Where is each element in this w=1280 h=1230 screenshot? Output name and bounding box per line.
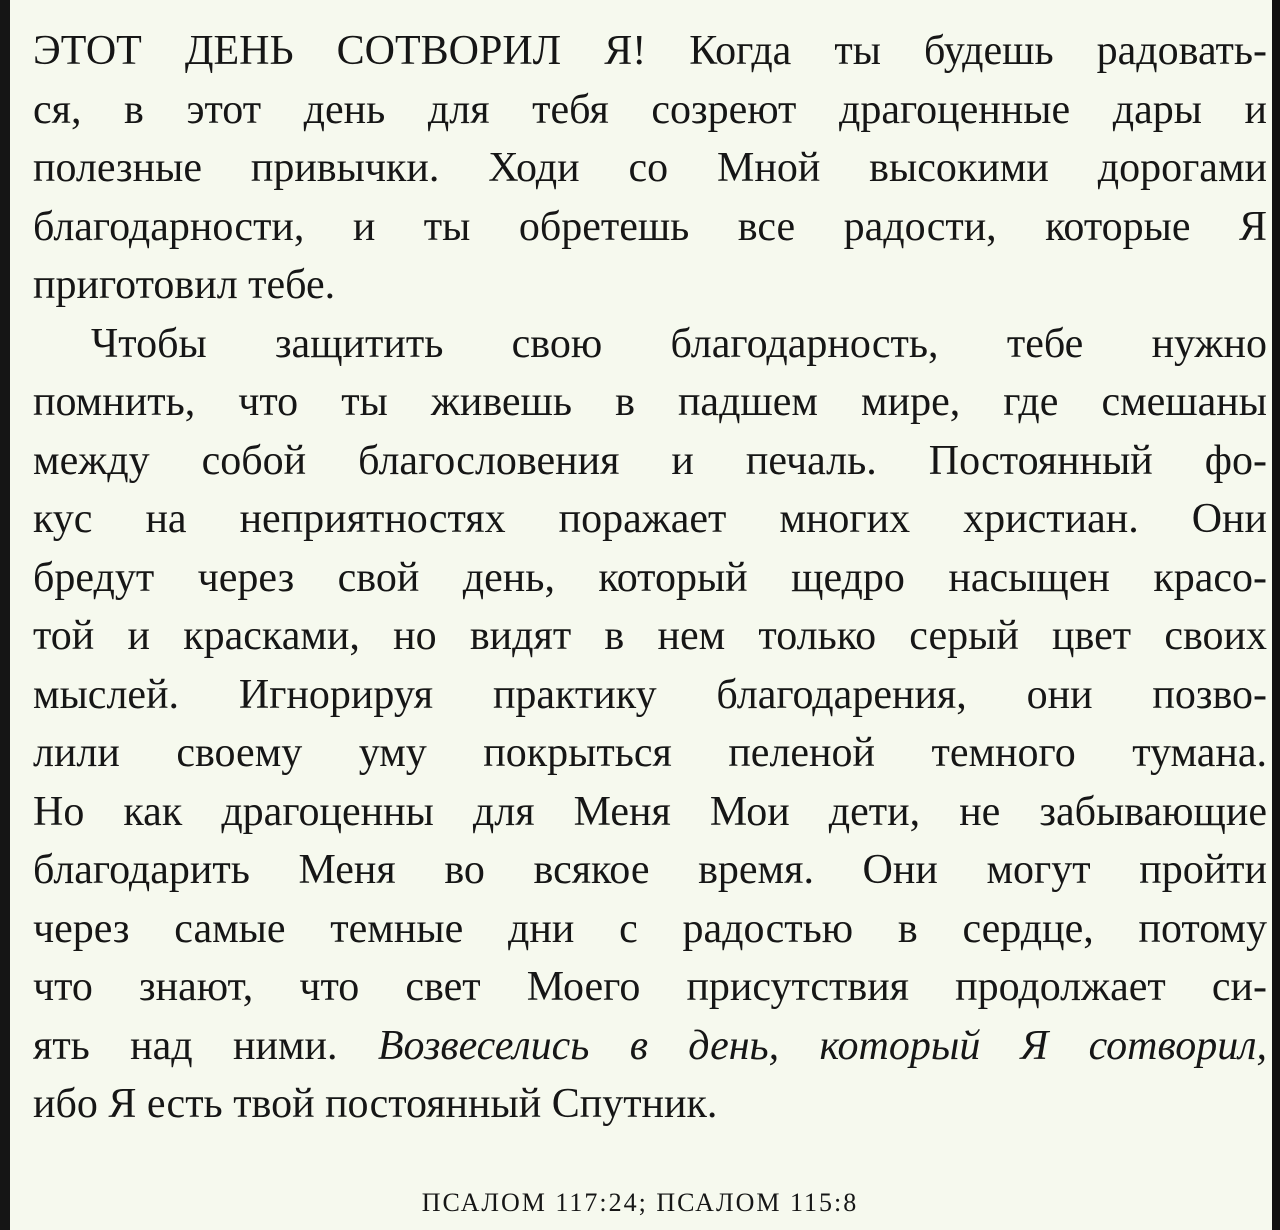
text-line: полезные привычки. Ходи со Мной высокими дорогами — [33, 145, 1267, 191]
text-line — [33, 1017, 1267, 1076]
text-line: приготовил тебе. — [33, 262, 336, 308]
left-page-edge — [0, 0, 10, 1230]
right-page-edge — [1272, 0, 1280, 1230]
text-line: ЭТОТ ДЕНЬ СОТВОРИЛ Я! Когда ты будешь радовать- — [33, 28, 1267, 74]
text-line: ся, в этот день для тебя созреют драгоценные дары и — [33, 86, 1267, 133]
text-line: благодарности, и ты обретешь все радости, которые Я — [33, 203, 1267, 250]
text-line: Чтобы защитить свою благодарность, тебе нужно — [91, 320, 1267, 367]
text-line: бредут через свой день, который щедро насыщен красо- — [33, 554, 1267, 601]
text-line: что знают, что свет Моего присутствия продолжает си- — [33, 964, 1267, 1010]
text-fragment: ять над ними. — [33, 1022, 338, 1069]
scripture-quote: Возвеселись в день, который Я сотворил, — [377, 1022, 1268, 1069]
text-line: помнить, что ты живешь в падшем мире, где смешаны — [33, 379, 1267, 425]
text-line: ибо Я есть твой постоянный Спутник. — [33, 1081, 718, 1127]
text-line: кус на неприятностях поражает многих христиан. Они — [33, 496, 1267, 542]
text-line: мыслей. Игнорируя практику благодарения, они позво- — [33, 671, 1267, 718]
devotional-text — [33, 22, 1267, 1134]
text-line: благодарить Меня во всякое время. Они могут пройти — [33, 847, 1267, 893]
text-line: Но как драгоценны для Меня Мои дети, не забывающие — [33, 788, 1267, 835]
text-line: лили своему уму покрыться пеленой темного тумана. — [33, 730, 1267, 776]
text-line: через самые темные дни с радостью в сердце, потому — [33, 905, 1267, 952]
scripture-reference: ПСАЛОМ 117:24; ПСАЛОМ 115:8 — [421, 1188, 859, 1217]
text-line: между собой благословения и печаль. Постоянный фо- — [33, 437, 1267, 484]
text-line: той и красками, но видят в нем только серый цвет своих — [33, 613, 1267, 659]
